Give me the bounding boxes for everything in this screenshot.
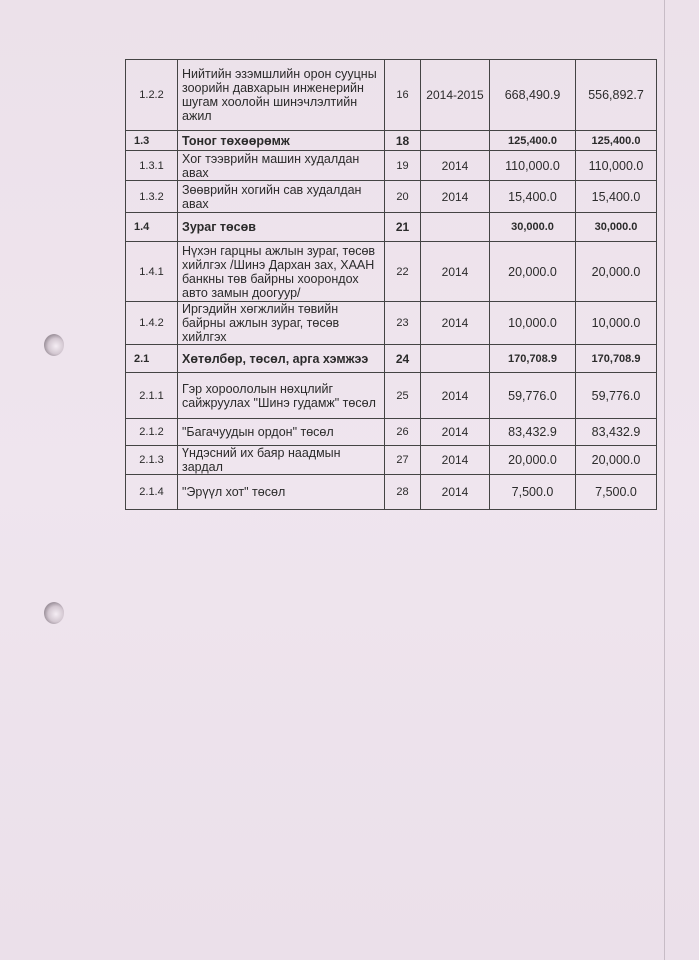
row-value-approved: 7,500.0: [576, 475, 657, 510]
row-code: 1.3: [126, 131, 178, 151]
punch-hole-upper: [44, 334, 64, 356]
row-value-total: 170,708.9: [490, 345, 576, 373]
table-row: [126, 475, 657, 510]
table-row: [126, 213, 657, 242]
row-value-total: 7,500.0: [490, 475, 576, 510]
punch-hole-lower: [44, 602, 64, 624]
row-name: Тоног төхөөрөмж: [178, 131, 385, 151]
row-value-total: 10,000.0: [490, 302, 576, 345]
row-code: 1.3.2: [126, 181, 178, 213]
row-value-total: 668,490.9: [490, 60, 576, 131]
row-name: Нүхэн гарцны ажлын зураг, төсөв хийлгэх /Шинэ Дархан зах, ХААН банкны төв байрны хоорондох авто замын доогуур/: [178, 242, 385, 302]
row-name: Нийтийн эзэмшлийн орон сууцны зоорийн давхарын инженерийн шугам хоолойн шинэчлэлтийн ажил: [178, 60, 385, 131]
row-number: 22: [385, 242, 421, 302]
row-code: 2.1.2: [126, 419, 178, 446]
row-number: 24: [385, 345, 421, 373]
row-year: 2014: [421, 151, 490, 181]
table-row: [126, 60, 657, 131]
row-number: 25: [385, 373, 421, 419]
row-number: 27: [385, 446, 421, 475]
row-year: 2014: [421, 373, 490, 419]
row-number: 28: [385, 475, 421, 510]
row-number: 16: [385, 60, 421, 131]
row-year: [421, 131, 490, 151]
row-value-approved: 125,400.0: [576, 131, 657, 151]
row-code: 2.1: [126, 345, 178, 373]
row-name: Зөөврийн хогийн сав худалдан авах: [178, 181, 385, 213]
row-code: 2.1.1: [126, 373, 178, 419]
row-code: 2.1.3: [126, 446, 178, 475]
row-number: 26: [385, 419, 421, 446]
row-name: Хөтөлбөр, төсөл, арга хэмжээ: [178, 345, 385, 373]
table-row: [126, 345, 657, 373]
row-year: 2014: [421, 446, 490, 475]
table-row: [126, 302, 657, 345]
row-value-approved: 15,400.0: [576, 181, 657, 213]
row-name: Гэр хороололын нөхцлийг сайжруулах "Шинэ гудамж" төсөл: [178, 373, 385, 419]
row-name: Үндэсний их баяр наадмын зардал: [178, 446, 385, 475]
row-year: 2014: [421, 242, 490, 302]
row-value-approved: 30,000.0: [576, 213, 657, 242]
table-row: [126, 242, 657, 302]
row-value-total: 30,000.0: [490, 213, 576, 242]
table-row: [126, 131, 657, 151]
row-code: 1.4.2: [126, 302, 178, 345]
row-number: 23: [385, 302, 421, 345]
row-value-total: 20,000.0: [490, 446, 576, 475]
row-value-approved: 556,892.7: [576, 60, 657, 131]
row-year: [421, 345, 490, 373]
row-value-approved: 83,432.9: [576, 419, 657, 446]
row-year: 2014-2015: [421, 60, 490, 131]
row-value-approved: 20,000.0: [576, 446, 657, 475]
table-row: [126, 419, 657, 446]
table-row: [126, 373, 657, 419]
row-year: 2014: [421, 475, 490, 510]
row-year: 2014: [421, 181, 490, 213]
row-value-approved: 20,000.0: [576, 242, 657, 302]
table-row: [126, 181, 657, 213]
row-number: 21: [385, 213, 421, 242]
row-code: 1.3.1: [126, 151, 178, 181]
row-name: Зураг төсөв: [178, 213, 385, 242]
row-name: "Багачуудын ордон" төсөл: [178, 419, 385, 446]
row-value-approved: 10,000.0: [576, 302, 657, 345]
row-value-approved: 170,708.9: [576, 345, 657, 373]
row-value-total: 83,432.9: [490, 419, 576, 446]
row-code: 1.4.1: [126, 242, 178, 302]
page-edge-line: [664, 0, 665, 960]
row-name: Хог тээврийн машин худалдан авах: [178, 151, 385, 181]
budget-table: [125, 59, 657, 510]
row-year: [421, 213, 490, 242]
row-value-total: 59,776.0: [490, 373, 576, 419]
row-code: 1.4: [126, 213, 178, 242]
row-number: 19: [385, 151, 421, 181]
table-row: [126, 446, 657, 475]
row-year: 2014: [421, 302, 490, 345]
row-year: 2014: [421, 419, 490, 446]
row-name: "Эрүүл хот" төсөл: [178, 475, 385, 510]
row-number: 18: [385, 131, 421, 151]
row-value-approved: 59,776.0: [576, 373, 657, 419]
row-number: 20: [385, 181, 421, 213]
table-row: [126, 151, 657, 181]
row-value-total: 125,400.0: [490, 131, 576, 151]
row-value-total: 20,000.0: [490, 242, 576, 302]
row-value-approved: 110,000.0: [576, 151, 657, 181]
row-code: 1.2.2: [126, 60, 178, 131]
row-name: Иргэдийн хөгжлийн төвийн байрны ажлын зураг, төсөв хийлгэх: [178, 302, 385, 345]
row-value-total: 15,400.0: [490, 181, 576, 213]
row-value-total: 110,000.0: [490, 151, 576, 181]
row-code: 2.1.4: [126, 475, 178, 510]
